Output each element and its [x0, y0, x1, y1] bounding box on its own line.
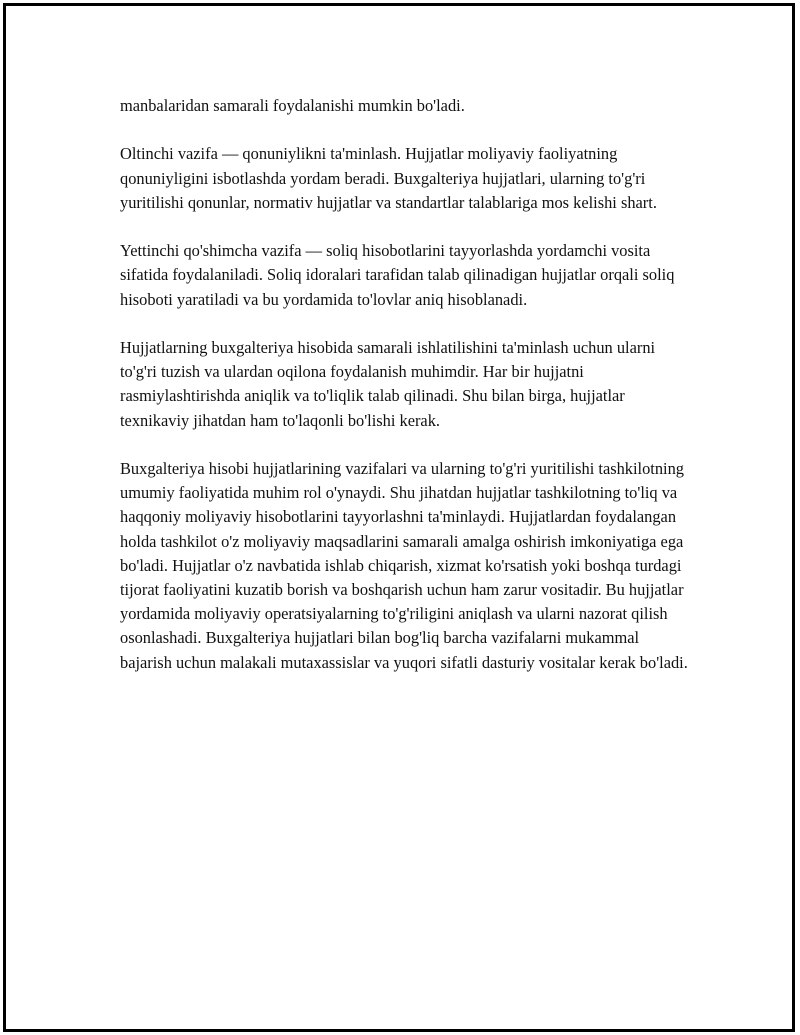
- paragraph: manbalaridan samarali foydalanishi mumkin bo'ladi.: [120, 96, 465, 115]
- paragraph: Hujjatlarning buxgalteriya hisobida samarali ishlatilishini ta'minlash uchun ularni to'g'ri tuzish va ulardan oqilona foydalanish muhimdir. Har bir hujjatni rasmiylashtirishda aniqlik va to'liqlik talab qilinadi. Shu bilan birga, hujjatlar texnikaviy jihatdan ham to'laqonli bo'lishi kerak.: [120, 337, 656, 430]
- page-frame: [3, 3, 795, 1032]
- paragraph: Yettinchi qo'shimcha vazifa — soliq hisobotlarini tayyorlashda yordamchi vosita sifatida foydalaniladi. Soliq idoralari tarafidan talab qilinadigan hujjatlar orqali soliq hisoboti yaratiladi va bu yordamida to'lovlar aniq hisoblanadi.: [120, 241, 675, 309]
- paragraph: Oltinchi vazifa — qonuniylikni ta'minlash. Hujjatlar moliyaviy faoliyatning qonuniyligini isbotlashda yordam beradi. Buxgalteriya hujjatlari, ularning to'g'ri yuritilishi qonunlar, normativ hujjatlar va standartlar talablariga mos kelishi shart.: [120, 144, 657, 212]
- paragraph: Buxgalteriya hisobi hujjatlarining vazifalari va ularning to'g'ri yuritilishi tashkilotning umumiy faoliyatida muhim rol o'ynaydi. Shu jihatdan hujjatlar tashkilotning to'liq va haqqoniy moliyaviy hisobotlarini tayyorlashni ta'minlaydi. Hujjatlardan foydalangan holda tashkilot o'z moliyaviy maqsadlarini samarali amalga oshirish imkoniyatiga ega bo'ladi. Hujjatlar o'z navbatida ishlab chiqarish, xizmat ko'rsatish yoki boshqa turdagi tijorat faoliyatini kuzatib borish va boshqarish uchun ham zarur vositadir. Bu hujjatlar yordamida moliyaviy operatsiyalarning to'g'riligini aniqlash va ularni nazorat qilish osonlashadi. Buxgalteriya hujjatlari bilan bog'liq barcha vazifalarni mukammal bajarish uchun malakali mutaxassislar va yuqori sifatli dasturiy vositalar kerak bo'ladi.: [120, 458, 688, 672]
- document-body: [120, 94, 695, 699]
